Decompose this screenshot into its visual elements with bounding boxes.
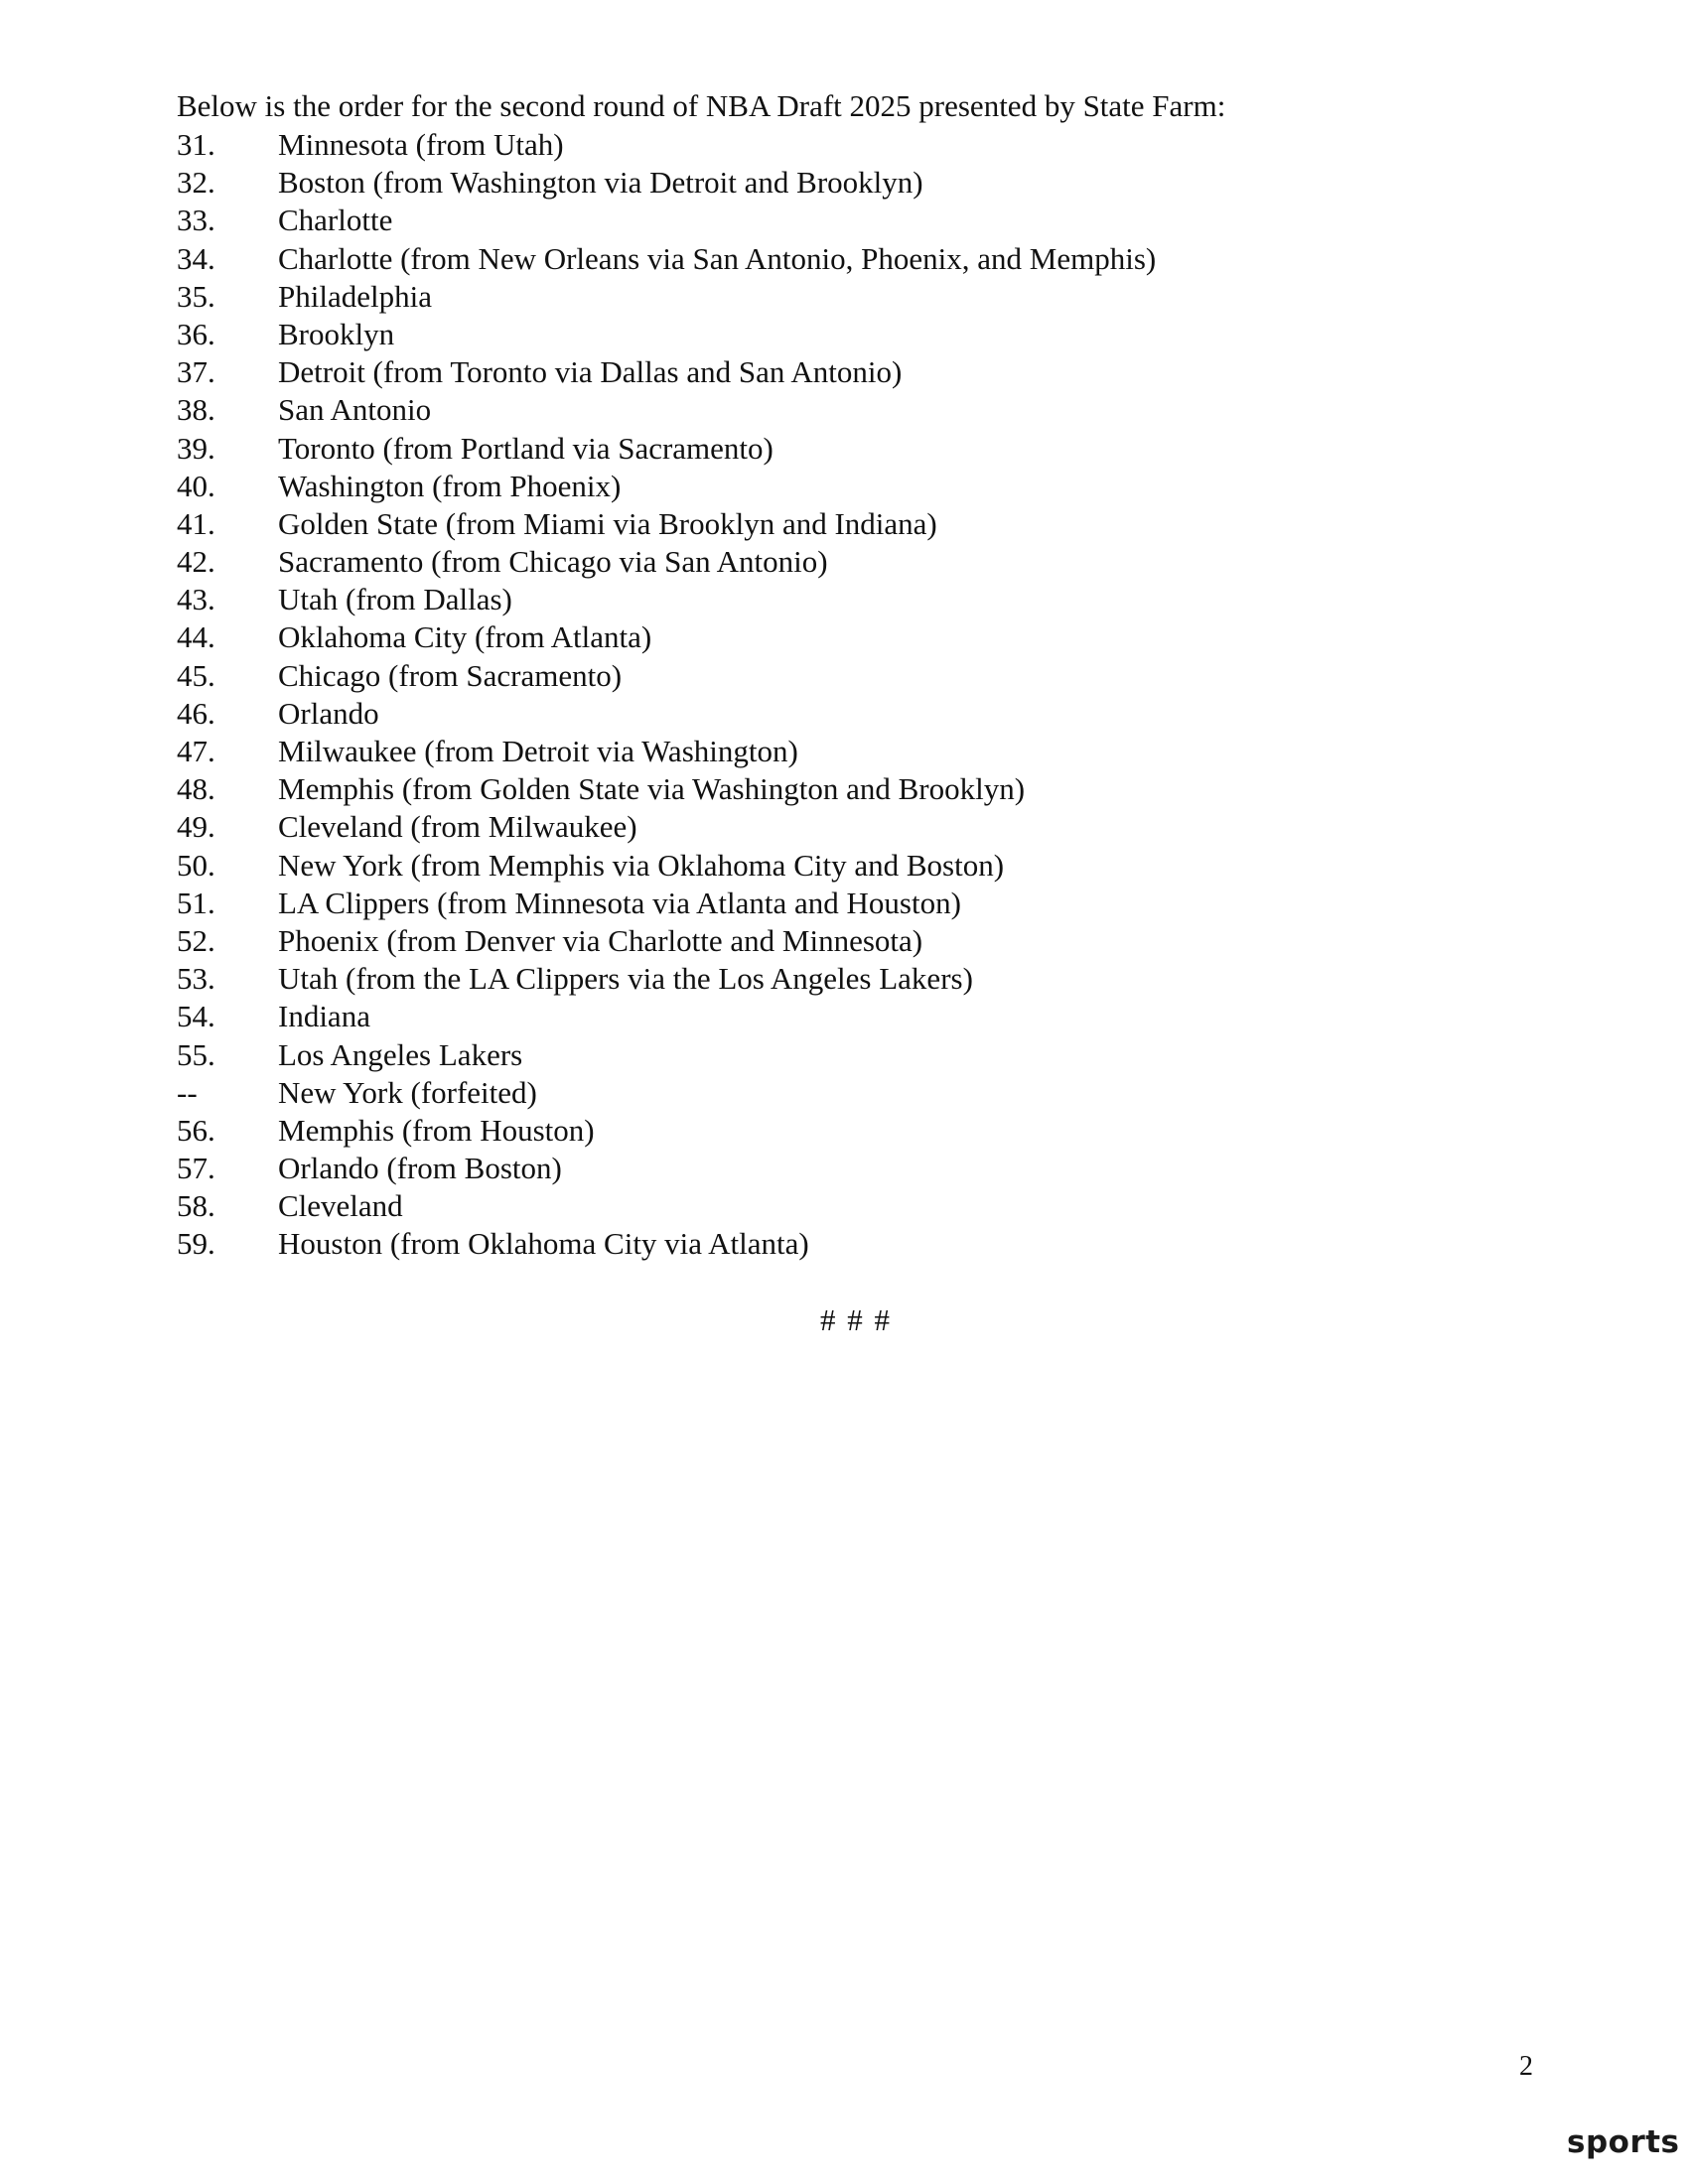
pick-number: 33. — [177, 203, 215, 238]
pick-number: 45. — [177, 657, 215, 693]
pick-number: 54. — [177, 999, 215, 1034]
pick-team: Detroit (from Toronto via Dallas and San Antonio) — [278, 354, 903, 390]
pick-number: 42. — [177, 544, 215, 580]
pick-team: Milwaukee (from Detroit via Washington) — [278, 734, 798, 768]
pick-number: 40. — [177, 468, 215, 503]
pick-number: 36. — [177, 316, 215, 351]
pick-number: 55. — [177, 1036, 215, 1072]
pick-team: Minnesota (from Utah) — [278, 127, 564, 162]
pick-number: 31. — [177, 127, 215, 162]
pick-number: 34. — [177, 240, 215, 276]
pick-number: 38. — [177, 392, 215, 428]
pick-team: Washington (from Phoenix) — [278, 468, 622, 503]
pick-team: Chicago (from Sacramento) — [278, 657, 623, 693]
pick-team: Orlando — [278, 695, 379, 731]
page-number: 2 — [1519, 2051, 1533, 2082]
pick-team: Charlotte — [278, 203, 393, 238]
sports-watermark: sports — [1567, 2124, 1680, 2160]
pick-team: Charlotte (from New Orleans via San Antonio, Phoenix, and Memphis) — [278, 240, 1157, 276]
pick-team: Houston (from Oklahoma City via Atlanta) — [278, 1226, 809, 1262]
pick-team: Los Angeles Lakers — [278, 1036, 523, 1072]
pick-team: Golden State (from Miami via Brooklyn and Indiana) — [278, 505, 937, 541]
pick-team: Boston (from Washington via Detroit and Brooklyn) — [278, 165, 923, 201]
pick-team: LA Clippers (from Minnesota via Atlanta and Houston) — [278, 885, 961, 920]
pick-number: 43. — [177, 582, 215, 617]
pick-team: Memphis (from Houston) — [278, 1112, 595, 1148]
end-mark: # # # — [820, 1302, 892, 1337]
pick-number: 53. — [177, 961, 215, 997]
pick-number: 46. — [177, 695, 215, 731]
pick-number: 35. — [177, 278, 215, 314]
pick-number: -- — [177, 1074, 198, 1110]
pick-team: Oklahoma City (from Atlanta) — [278, 619, 652, 655]
pick-team: New York (from Memphis via Oklahoma City and Boston) — [278, 847, 1005, 883]
pick-number: 49. — [177, 809, 215, 845]
pick-number: 59. — [177, 1226, 215, 1262]
pick-team: Cleveland — [278, 1188, 403, 1224]
pick-number: 48. — [177, 771, 215, 807]
pick-team: Sacramento (from Chicago via San Antonio) — [278, 544, 828, 580]
pick-number: 39. — [177, 430, 215, 466]
pick-number: 44. — [177, 619, 215, 655]
pick-team: Philadelphia — [278, 278, 432, 314]
pick-team: New York (forfeited) — [278, 1074, 537, 1110]
intro-text: Below is the order for the second round of NBA Draft 2025 presented by State Farm: — [177, 88, 1226, 123]
pick-number: 56. — [177, 1112, 215, 1148]
pick-team: Utah (from Dallas) — [278, 582, 512, 617]
pick-team: Orlando (from Boston) — [278, 1151, 562, 1186]
pick-number: 52. — [177, 922, 215, 958]
pick-team: Phoenix (from Denver via Charlotte and Minnesota) — [278, 922, 923, 958]
pick-number: 50. — [177, 847, 215, 883]
pick-team: San Antonio — [278, 392, 432, 428]
pick-team: Indiana — [278, 999, 370, 1034]
pick-number: 32. — [177, 165, 215, 201]
pick-number: 41. — [177, 505, 215, 541]
pick-number: 47. — [177, 734, 215, 768]
pick-number: 58. — [177, 1188, 215, 1224]
pick-number: 51. — [177, 885, 215, 920]
pick-team: Cleveland (from Milwaukee) — [278, 809, 637, 845]
pick-team: Brooklyn — [278, 316, 395, 351]
pick-team: Memphis (from Golden State via Washington and Brooklyn) — [278, 771, 1026, 807]
pick-team: Toronto (from Portland via Sacramento) — [278, 430, 774, 466]
pick-number: 57. — [177, 1151, 215, 1186]
pick-team: Utah (from the LA Clippers via the Los Angeles Lakers) — [278, 961, 973, 997]
pick-number: 37. — [177, 354, 215, 390]
